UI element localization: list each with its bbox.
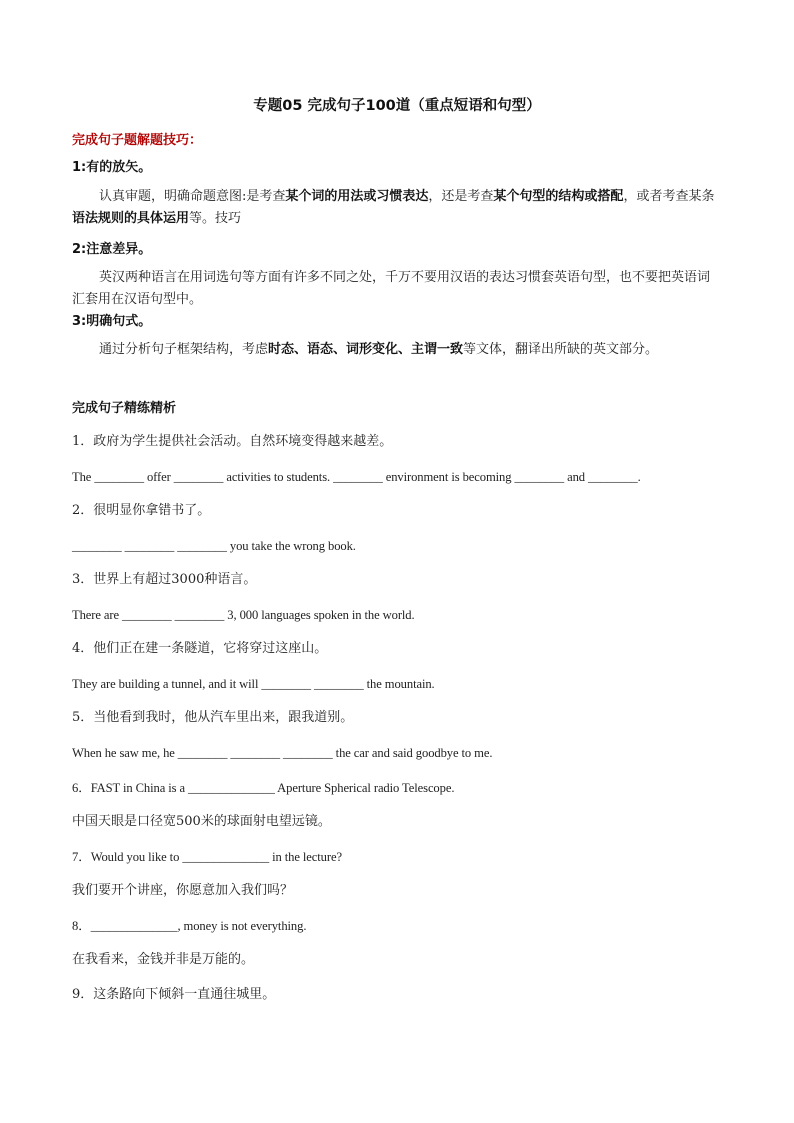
question-4-chinese: 4．他们正在建一条隧道，它将穿过这座山。 [72, 641, 328, 656]
question-8-english: 8．______________, money is not everything. [72, 919, 307, 933]
question-9-chinese: 9．这条路向下倾斜一直通往城里。 [72, 987, 276, 1002]
tip2-heading: 2:注意差异。 [72, 242, 152, 257]
question-7-english: 7．Would you like to ______________ in the lecture? [72, 850, 342, 864]
tips-heading: 完成句子题解题技巧： [72, 133, 203, 148]
question-2-english: ________ ________ ________ you take the wrong book. [72, 539, 356, 553]
tip1-heading: 1:有的放矢。 [72, 160, 152, 175]
question-4-english: They are building a tunnel, and it will ________ ________ the mountain. [72, 677, 435, 691]
question-8-chinese: 在我看来，金钱并非是万能的。 [72, 952, 255, 967]
question-1-chinese: 1．政府为学生提供社会活动。自然环境变得越来越差。 [72, 434, 393, 449]
tip2-paragraph: 英汉两种语言在用词选句等方面有许多不同之处，千万不要用汉语的表达习惯套英语句型，也不要把英语词汇套用在汉语句型中。 [72, 270, 711, 307]
question-5-english: When he saw me, he ________ ________ ________ the car and said goodbye to me. [72, 746, 493, 760]
question-2-chinese: 2．很明显你拿错书了。 [72, 503, 211, 518]
question-3-chinese: 3．世界上有超过3000种语言。 [72, 572, 257, 587]
question-7-chinese: 我们要开个讲座，你愿意加入我们吗？ [72, 883, 294, 898]
question-3-english: There are ________ ________ 3, 000 languages spoken in the world. [72, 608, 415, 622]
question-6-chinese: 中国天眼是口径宽500米的球面射电望远镜。 [72, 814, 331, 829]
question-6-english: 6．FAST in China is a ______________ Aperture Spherical radio Telescope. [72, 781, 455, 795]
question-5-chinese: 5．当他看到我时，他从汽车里出来，跟我道别。 [72, 710, 354, 725]
tip3-heading: 3:明确句式。 [72, 314, 152, 329]
practice-heading: 完成句子精练精析 [72, 401, 177, 416]
tip3-paragraph: 通过分析句子框架结构，考虑时态、语态、词形变化、主谓一致等文体，翻译出所缺的英文部分。 [99, 342, 659, 357]
tip1-paragraph: 认真审题，明确命题意图:是考查某个词的用法或习惯表达，还是考查某个句型的结构或搭配，或者考查某条语法规则的具体运用等。技巧 [72, 189, 715, 226]
question-1-english: The ________ offer ________ activities to students. ________ environment is becoming ________ and ________. [72, 470, 641, 484]
page-title: 专题05 完成句子100道（重点短语和句型） [253, 98, 541, 114]
